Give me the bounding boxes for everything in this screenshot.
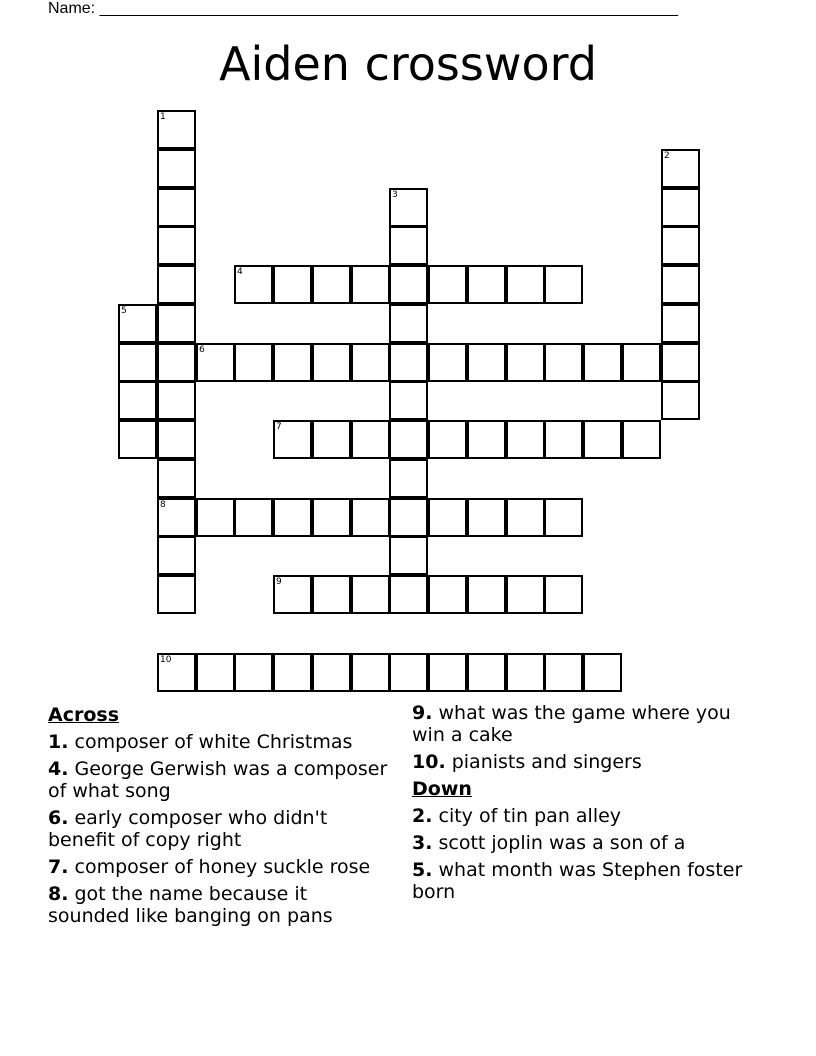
grid-cell[interactable] bbox=[157, 265, 196, 304]
grid-cell[interactable] bbox=[273, 343, 312, 382]
grid-cell[interactable] bbox=[506, 653, 545, 692]
clue-number-label: 2 bbox=[664, 151, 670, 161]
clue-number-label: 7 bbox=[276, 422, 282, 432]
clue-text: city of tin pan alley bbox=[432, 805, 622, 827]
clue-text: scott joplin was a son of a bbox=[432, 832, 686, 854]
grid-cell[interactable] bbox=[506, 575, 545, 614]
grid-cell[interactable] bbox=[234, 343, 273, 382]
clue-number: 8. bbox=[48, 883, 69, 905]
grid-cell[interactable] bbox=[118, 420, 157, 459]
grid-cell[interactable] bbox=[661, 343, 700, 382]
grid-cell[interactable] bbox=[428, 575, 467, 614]
grid-cell[interactable] bbox=[467, 420, 506, 459]
grid-cell[interactable] bbox=[157, 110, 196, 149]
grid-cell[interactable] bbox=[273, 265, 312, 304]
grid-cell[interactable] bbox=[157, 420, 196, 459]
grid-cell[interactable] bbox=[389, 381, 428, 420]
grid-cell[interactable] bbox=[544, 343, 583, 382]
grid-cell[interactable] bbox=[506, 265, 545, 304]
grid-cell[interactable] bbox=[661, 304, 700, 343]
clue-text: composer of white Christmas bbox=[68, 731, 353, 753]
clue-across-9 bbox=[412, 702, 752, 746]
grid-cell[interactable] bbox=[157, 653, 196, 692]
grid-cell[interactable] bbox=[157, 188, 196, 227]
grid-cell[interactable] bbox=[583, 420, 622, 459]
grid-cell[interactable] bbox=[351, 498, 390, 537]
grid-cell[interactable] bbox=[312, 420, 351, 459]
grid-cell[interactable] bbox=[583, 343, 622, 382]
clue-down-5 bbox=[412, 859, 752, 903]
clue-number-label: 1 bbox=[160, 112, 166, 122]
grid-cell[interactable] bbox=[118, 343, 157, 382]
grid-cell[interactable] bbox=[389, 459, 428, 498]
grid-cell[interactable] bbox=[506, 343, 545, 382]
grid-cell[interactable] bbox=[661, 149, 700, 188]
clue-text: George Gerwish was a composer of what song bbox=[48, 758, 388, 802]
grid-cell[interactable] bbox=[661, 226, 700, 265]
clue-text: got the name because it sounded like banging on pans bbox=[48, 883, 333, 927]
across-heading: Across bbox=[48, 704, 120, 726]
clue-down-3 bbox=[412, 832, 752, 854]
clue-number: 1. bbox=[48, 731, 69, 753]
grid-cell[interactable] bbox=[234, 498, 273, 537]
grid-cell[interactable] bbox=[428, 653, 467, 692]
clue-number-label: 3 bbox=[392, 190, 398, 200]
grid-cell[interactable] bbox=[467, 575, 506, 614]
grid-cell[interactable] bbox=[234, 265, 273, 304]
grid-cell[interactable] bbox=[157, 343, 196, 382]
grid-cell[interactable] bbox=[196, 343, 235, 382]
grid-cell[interactable] bbox=[389, 226, 428, 265]
grid-cell[interactable] bbox=[312, 498, 351, 537]
grid-cell[interactable] bbox=[428, 420, 467, 459]
grid-cell[interactable] bbox=[157, 575, 196, 614]
grid-cell[interactable] bbox=[196, 498, 235, 537]
grid-cell[interactable] bbox=[661, 188, 700, 227]
clues-column-left bbox=[48, 702, 388, 932]
clue-text: composer of honey suckle rose bbox=[68, 856, 371, 878]
grid-cell[interactable] bbox=[661, 381, 700, 420]
clue-number-label: 5 bbox=[121, 306, 127, 316]
grid-cell[interactable] bbox=[351, 265, 390, 304]
grid-cell[interactable] bbox=[118, 304, 157, 343]
grid-cell[interactable] bbox=[196, 653, 235, 692]
grid-cell[interactable] bbox=[312, 265, 351, 304]
grid-cell[interactable] bbox=[544, 653, 583, 692]
clue-number-label: 10 bbox=[160, 655, 172, 665]
grid-cell[interactable] bbox=[351, 420, 390, 459]
clue-number: 6. bbox=[48, 807, 69, 829]
clue-text: what month was Stephen foster born bbox=[412, 859, 743, 903]
grid-cell[interactable] bbox=[157, 536, 196, 575]
grid-cell[interactable] bbox=[389, 498, 428, 537]
grid-cell[interactable] bbox=[389, 420, 428, 459]
clue-number-label: 4 bbox=[237, 267, 243, 277]
grid-cell[interactable] bbox=[234, 653, 273, 692]
grid-cell[interactable] bbox=[351, 575, 390, 614]
grid-cell[interactable] bbox=[157, 498, 196, 537]
grid-cell[interactable] bbox=[467, 498, 506, 537]
name-field-label: Name: _________________________________________________________________ bbox=[48, 0, 678, 17]
grid-cell[interactable] bbox=[622, 420, 661, 459]
clue-text: pianists and singers bbox=[445, 751, 642, 773]
grid-cell[interactable] bbox=[389, 304, 428, 343]
grid-cell[interactable] bbox=[157, 304, 196, 343]
clue-across-4 bbox=[48, 758, 388, 802]
grid-cell[interactable] bbox=[273, 498, 312, 537]
grid-cell[interactable] bbox=[544, 265, 583, 304]
grid-cell[interactable] bbox=[351, 343, 390, 382]
clue-across-8 bbox=[48, 883, 388, 927]
grid-cell[interactable] bbox=[273, 653, 312, 692]
clue-text: what was the game where you win a cake bbox=[412, 702, 731, 746]
grid-cell[interactable] bbox=[157, 226, 196, 265]
grid-cell[interactable] bbox=[157, 381, 196, 420]
grid-cell[interactable] bbox=[506, 498, 545, 537]
grid-cell[interactable] bbox=[389, 265, 428, 304]
grid-cell[interactable] bbox=[273, 420, 312, 459]
grid-cell[interactable] bbox=[312, 653, 351, 692]
clue-number-label: 8 bbox=[160, 500, 166, 510]
clue-number: 9. bbox=[412, 702, 433, 724]
clue-number: 7. bbox=[48, 856, 69, 878]
clue-text: early composer who didn't benefit of copy right bbox=[48, 807, 328, 851]
clue-number: 5. bbox=[412, 859, 433, 881]
grid-cell[interactable] bbox=[312, 575, 351, 614]
grid-cell[interactable] bbox=[467, 265, 506, 304]
down-heading: Down bbox=[412, 778, 472, 800]
grid-cell[interactable] bbox=[157, 459, 196, 498]
grid-cell[interactable] bbox=[389, 536, 428, 575]
grid-cell[interactable] bbox=[351, 653, 390, 692]
grid-cell[interactable] bbox=[312, 343, 351, 382]
grid-cell[interactable] bbox=[506, 420, 545, 459]
grid-cell[interactable] bbox=[544, 575, 583, 614]
grid-cell[interactable] bbox=[428, 343, 467, 382]
clue-number: 3. bbox=[412, 832, 433, 854]
clue-number: 2. bbox=[412, 805, 433, 827]
grid-cell[interactable] bbox=[622, 343, 661, 382]
grid-cell[interactable] bbox=[467, 343, 506, 382]
grid-cell[interactable] bbox=[544, 420, 583, 459]
grid-cell[interactable] bbox=[389, 188, 428, 227]
page-title: Aiden crossword bbox=[219, 37, 597, 91]
clue-number: 10. bbox=[412, 751, 446, 773]
clue-number-label: 6 bbox=[199, 345, 205, 355]
grid-cell[interactable] bbox=[389, 343, 428, 382]
grid-cell[interactable] bbox=[157, 149, 196, 188]
grid-cell[interactable] bbox=[467, 653, 506, 692]
clue-across-6 bbox=[48, 807, 388, 851]
grid-cell[interactable] bbox=[583, 653, 622, 692]
clue-number-label: 9 bbox=[276, 577, 282, 587]
clue-number: 4. bbox=[48, 758, 69, 780]
clues-column-right bbox=[412, 702, 752, 908]
grid-cell[interactable] bbox=[273, 575, 312, 614]
clue-across-7 bbox=[48, 856, 388, 878]
grid-cell[interactable] bbox=[389, 653, 428, 692]
grid-cell[interactable] bbox=[428, 498, 467, 537]
grid-cell[interactable] bbox=[544, 498, 583, 537]
clue-across-10 bbox=[412, 751, 752, 773]
clue-down-2 bbox=[412, 805, 752, 827]
clue-across-1 bbox=[48, 731, 388, 753]
grid-cell[interactable] bbox=[428, 265, 467, 304]
grid-cell[interactable] bbox=[661, 265, 700, 304]
grid-cell[interactable] bbox=[118, 381, 157, 420]
grid-cell[interactable] bbox=[389, 575, 428, 614]
